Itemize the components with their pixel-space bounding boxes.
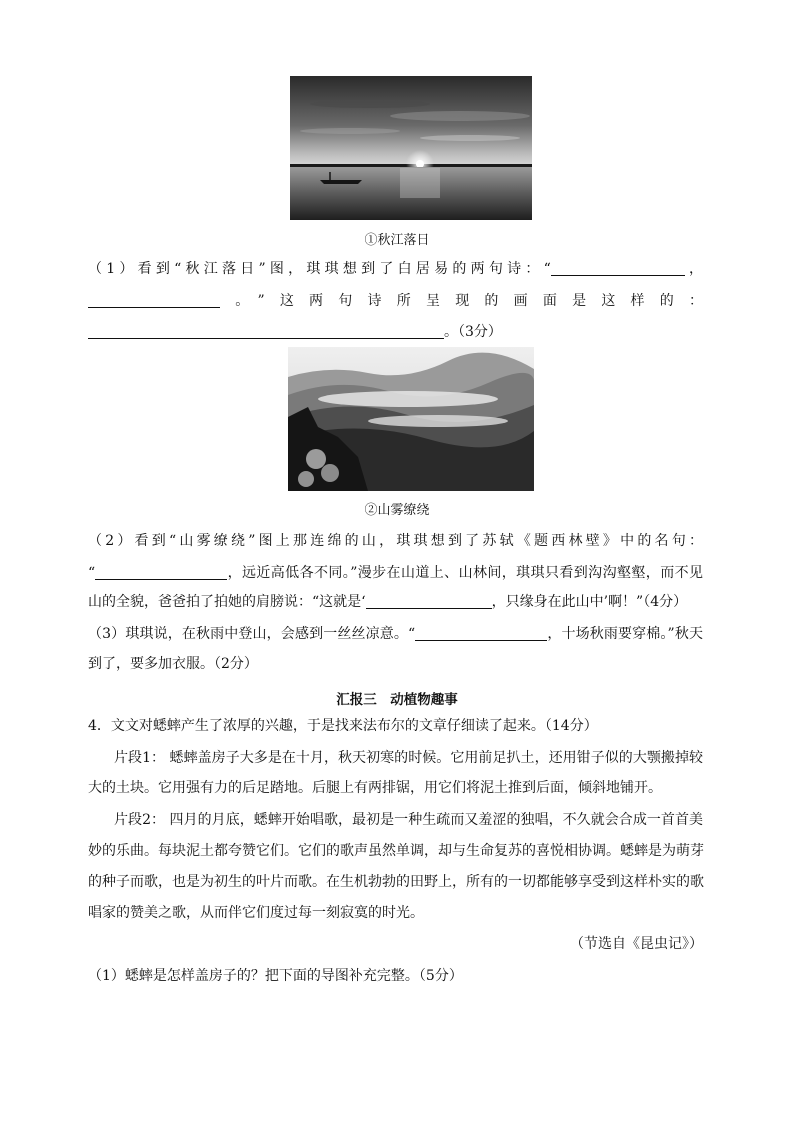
q4-fragment2-line4: 唱家的赞美之歌，从而伴它们度过每一刻寂寞的时光。: [88, 905, 424, 921]
q1-line2: 。”这两句诗所呈现的画面是这样的：: [88, 291, 703, 311]
q1-line1: （1）看到“秋江落日”图，琪琪想到了白居易的两句诗：“ ，: [88, 261, 703, 277]
q2-line3: 山的全貌，爸爸拍了拍她的肩膀说：“这就是‘ ，只缘身在此山中’啊！”（4分）: [88, 594, 688, 610]
q4-fragment2-line1: 片段2： 四月的月底，蟋蟀开始唱歌，最初是一种生疏而又羞涩的独唱，不久就会合成一首首美: [114, 812, 703, 828]
figure2-caption: ②山雾缭绕: [364, 503, 430, 518]
q4-fragment1-line1: 片段1： 蟋蟀盖房子大多是在十月，秋天初寒的时候。它用前足扒土，还用钳子似的大颚搬掉较: [114, 750, 703, 766]
q4-fragment2-line2: 妙的乐曲。每块泥土都夸赞它们。它们的歌声虽然单调，却与生命复苏的喜悦相协调。蟋蟀是为萌芽: [88, 843, 704, 859]
q1-line3: 。（3分）: [88, 322, 703, 342]
q3-line2: 到了，要多加衣服。（2分）: [88, 656, 258, 672]
section-title: 汇报三 动植物趣事: [336, 692, 458, 708]
q2-blank-2[interactable]: [366, 593, 492, 609]
q4-fragment1-line2: 大的土块。它用强有力的后足踏地。后腿上有两排锯，用它们将泥土推到后面，倾斜地铺开。: [88, 780, 662, 796]
q4-fragment2-line3: 的种子而歌，也是为初生的叶片而歌。在生机勃勃的田野上，所有的一切都能够享受到这样朴实的歌: [88, 874, 704, 890]
q4-intro: 4．文文对蟋蟀产生了浓厚的兴趣，于是找来法布尔的文章仔细读了起来。（14分）: [88, 718, 598, 734]
q2-blank-1[interactable]: [95, 564, 227, 580]
sunset-river-photo: [290, 76, 532, 220]
q1-blank-3[interactable]: [88, 323, 444, 339]
q4-subquestion1: （1）蟋蟀是怎样盖房子的？把下面的导图补充完整。（5分）: [88, 968, 463, 984]
q1-blank-1[interactable]: [551, 260, 685, 276]
figure1-caption: ①秋江落日: [364, 233, 430, 248]
q2-line1: （2）看到“山雾缭绕”图上那连绵的山，琪琪想到了苏轼《题西林壁》中的名句：: [88, 533, 703, 549]
q3-line1: （3）琪琪说，在秋雨中登山，会感到一丝丝凉意。“ ，十场秋雨要穿棉。”秋天: [88, 626, 703, 642]
misty-mountains-photo: [288, 347, 534, 491]
q1-blank-2[interactable]: [88, 292, 220, 308]
q3-blank-1[interactable]: [415, 625, 547, 641]
q4-source: （节选自《昆虫记》）: [570, 936, 703, 952]
q2-line2: “ ，远近高低各不同。”漫步在山道上、山林间，琪琪只看到沟沟壑壑，而不见: [88, 565, 703, 581]
